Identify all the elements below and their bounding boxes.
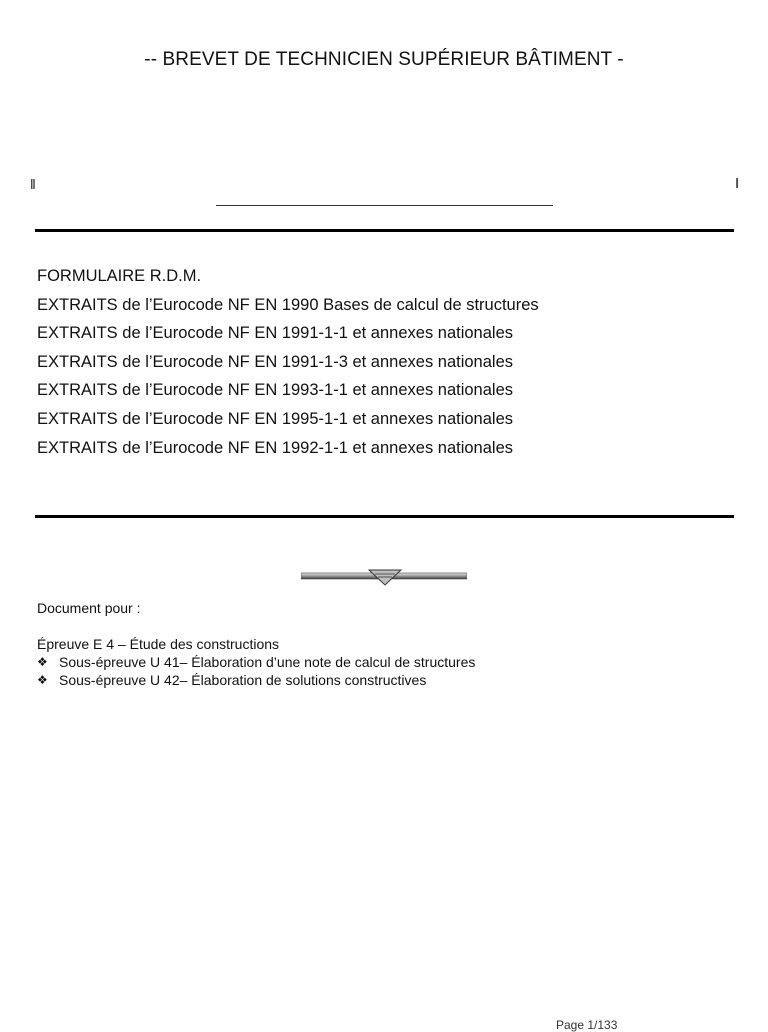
- right-margin-mark: I: [735, 175, 740, 192]
- left-margin-mark: ‖: [30, 176, 36, 192]
- diamond-star-bullet-icon: ❖: [37, 655, 48, 669]
- epreuve-title: Épreuve E 4 – Étude des constructions: [37, 636, 280, 652]
- sub-epreuve-label: Sous-épreuve U 41– Élaboration d’une note de calcul de structures: [59, 654, 476, 670]
- short-underline-rule: [216, 205, 553, 206]
- contents-list: [37, 262, 539, 462]
- page-number: Page 1/133: [556, 1018, 618, 1032]
- sub-epreuve-item: [37, 653, 475, 671]
- contents-item: EXTRAITS de l’Eurocode NF EN 1990 Bases de calcul de structures: [37, 295, 539, 314]
- contents-item: EXTRAITS de l’Eurocode NF EN 1995-1-1 et annexes nationales: [37, 409, 514, 428]
- sub-epreuve-item: [37, 671, 475, 689]
- contents-item: EXTRAITS de l’Eurocode NF EN 1992-1-1 et annexes nationales: [37, 438, 514, 457]
- sub-epreuve-label: Sous-épreuve U 42– Élaboration de solutions constructives: [59, 672, 427, 688]
- document-title: -- BREVET DE TECHNICIEN SUPÉRIEUR BÂTIMENT -: [144, 49, 624, 70]
- document-for-label: Document pour :: [37, 600, 141, 616]
- diamond-star-bullet-icon: ❖: [37, 673, 48, 687]
- divider-ornament-icon: [301, 569, 467, 587]
- top-separator-rule: [35, 229, 734, 232]
- contents-item: EXTRAITS de l’Eurocode NF EN 1991-1-3 et annexes nationales: [37, 352, 514, 371]
- contents-item: EXTRAITS de l’Eurocode NF EN 1993-1-1 et annexes nationales: [37, 381, 514, 400]
- contents-item: FORMULAIRE R.D.M.: [37, 267, 202, 285]
- bottom-separator-rule: [35, 515, 734, 518]
- sub-epreuve-list: [37, 653, 475, 689]
- contents-item: EXTRAITS de l’Eurocode NF EN 1991-1-1 et annexes nationales: [37, 324, 514, 343]
